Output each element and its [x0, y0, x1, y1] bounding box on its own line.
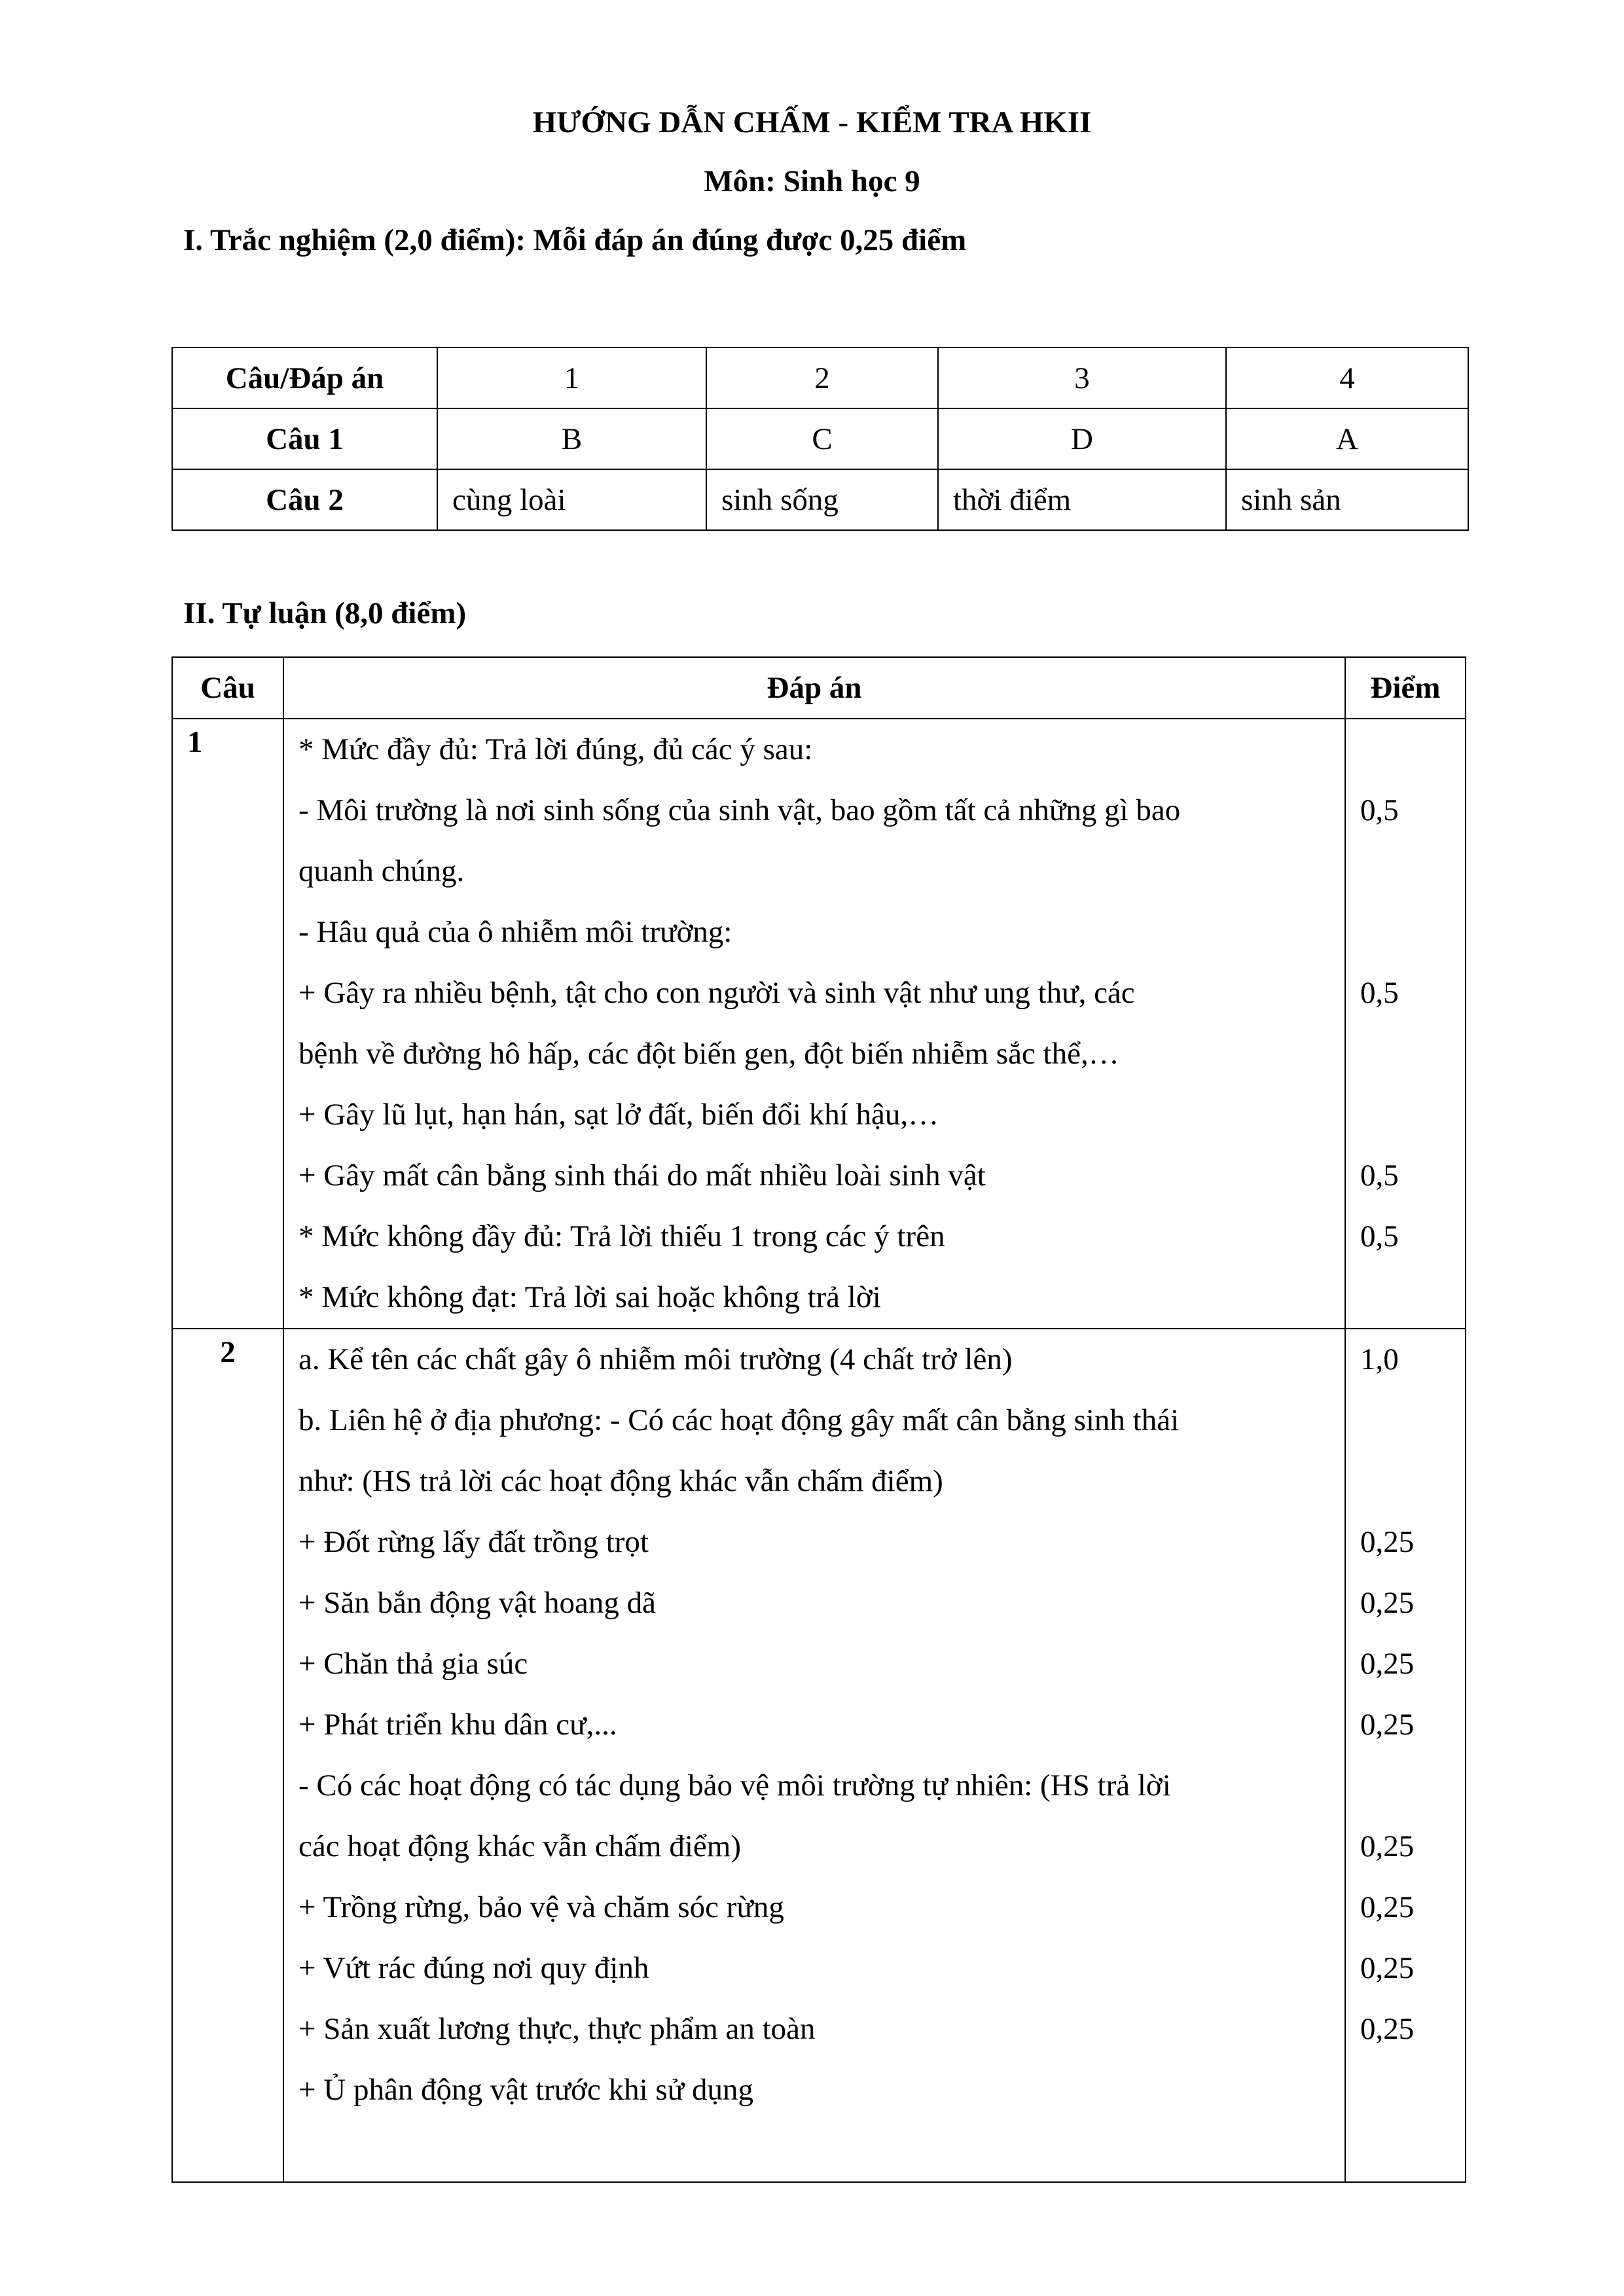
answer-line: + Gây lũ lụt, hạn hán, sạt lở đất, biến đổi khí hậu,… [298, 1098, 939, 1132]
section1-heading: I. Trắc nghiệm (2,0 điểm): Mỗi đáp án đúng được 0,25 điểm [183, 223, 967, 257]
score-value [1346, 1755, 1465, 1816]
answer-line: các hoạt động khác vẫn chấm điểm) [298, 1829, 741, 1863]
mc-answer-cell: cùng loài [437, 469, 706, 530]
essay-header-cell: Đáp án [283, 657, 1345, 719]
document-title: HƯỚNG DẪN CHẤM - KIỂM TRA HKII [532, 105, 1092, 139]
score-value [1346, 1267, 1465, 1328]
score-value: 0,25 [1360, 1586, 1415, 1620]
answer-line: - Có các hoạt động có tác dụng bảo vệ môi trường tự nhiên: (HS trả lời [298, 1768, 1171, 1803]
score-value: 0,5 [1360, 793, 1399, 827]
score-value [1346, 719, 1465, 780]
essay-row [172, 1329, 1466, 2182]
answer-line: a. Kể tên các chất gây ô nhiễm môi trường (4 chất trở lên) [298, 1342, 1013, 1376]
mc-row [172, 469, 1468, 530]
answer-line: + Sản xuất lương thực, thực phẩm an toàn [298, 2012, 816, 2046]
mc-answer-cell: thời điểm [938, 469, 1226, 530]
score-value [1346, 1024, 1465, 1085]
answer-line: + Trồng rừng, bảo vệ và chăm sóc rừng [298, 1890, 784, 1924]
score-value: 0,5 [1360, 1158, 1399, 1193]
mc-row [172, 408, 1468, 469]
essay-table [171, 656, 1466, 2183]
score-value: 0,25 [1360, 1525, 1415, 1559]
answer-line: + Ủ phân động vật trước khi sử dụng [298, 2073, 753, 2107]
mc-header-cell: Câu/Đáp án [172, 348, 437, 408]
mc-answer-cell: B [437, 408, 706, 469]
mc-row-label: Câu 1 [172, 408, 437, 469]
question-number: 1 [172, 719, 283, 1329]
answer-line: + Gây mất cân bằng sinh thái do mất nhiều loài sinh vật [298, 1158, 986, 1193]
score-value [1346, 1390, 1465, 1451]
section2-heading: II. Tự luận (8,0 điểm) [183, 596, 467, 630]
essay-header-row [172, 657, 1466, 719]
score-value [1346, 2060, 1465, 2121]
mc-answer-cell: D [938, 408, 1226, 469]
mc-answer-cell: C [706, 408, 938, 469]
answer-cell [283, 1329, 1345, 2182]
answer-line: + Gây ra nhiều bệnh, tật cho con người và sinh vật như ung thư, các [298, 976, 1135, 1010]
score-value [1346, 841, 1465, 902]
answer-line: - Hâu quả của ô nhiễm môi trường: [298, 915, 732, 949]
answer-line: + Chăn thả gia súc [298, 1647, 528, 1681]
multiple-choice-table [171, 347, 1469, 531]
answer-line: - Môi trường là nơi sinh sống của sinh vật, bao gồm tất cả những gì bao [298, 793, 1181, 827]
score-value: 0,25 [1360, 1890, 1415, 1924]
answer-line: quanh chúng. [298, 854, 465, 888]
answer-line: + Vứt rác đúng nơi quy định [298, 1951, 649, 1985]
answer-line: * Mức không đầy đủ: Trả lời thiếu 1 trong các ý trên [298, 1219, 945, 1253]
mc-header-cell: 1 [437, 348, 706, 408]
essay-header-cell: Điểm [1345, 657, 1466, 719]
score-value: 0,25 [1360, 1647, 1415, 1681]
answer-line [284, 2121, 1344, 2181]
score-value: 0,25 [1360, 1829, 1415, 1863]
score-value: 0,25 [1360, 1951, 1415, 1985]
mc-header-cell: 2 [706, 348, 938, 408]
question-number: 2 [172, 1329, 283, 2182]
mc-header-row [172, 348, 1468, 408]
answer-line: * Mức không đạt: Trả lời sai hoặc không trả lời [298, 1280, 881, 1314]
mc-answer-cell: A [1226, 408, 1468, 469]
score-value: 0,5 [1360, 1219, 1399, 1253]
score-value [1346, 902, 1465, 963]
mc-header-cell: 4 [1226, 348, 1468, 408]
answer-line: b. Liên hệ ở địa phương: - Có các hoạt động gây mất cân bằng sinh thái [298, 1403, 1180, 1437]
score-value [1346, 1085, 1465, 1145]
answer-line: + Săn bắn động vật hoang dã [298, 1586, 657, 1620]
score-value: 0,25 [1360, 2012, 1415, 2046]
score-value [1346, 1451, 1465, 1512]
answer-line: như: (HS trả lời các hoạt động khác vẫn chấm điểm) [298, 1464, 943, 1498]
answer-line: + Phát triển khu dân cư,... [298, 1708, 617, 1742]
essay-header-cell: Câu [172, 657, 283, 719]
score-cell [1345, 719, 1466, 1329]
mc-answer-cell: sinh sản [1226, 469, 1468, 530]
answer-line: bệnh về đường hô hấp, các đột biến gen, đột biến nhiễm sắc thể,… [298, 1037, 1119, 1071]
score-value [1346, 2121, 1465, 2181]
mc-row-label: Câu 2 [172, 469, 437, 530]
score-value: 1,0 [1360, 1342, 1399, 1376]
answer-line: * Mức đầy đủ: Trả lời đúng, đủ các ý sau: [298, 732, 813, 766]
subject-subtitle: Môn: Sinh học 9 [704, 164, 920, 198]
mc-answer-cell: sinh sống [706, 469, 938, 530]
score-cell [1345, 1329, 1466, 2182]
answer-cell [283, 719, 1345, 1329]
answer-line: + Đốt rừng lấy đất trồng trọt [298, 1525, 649, 1559]
mc-header-cell: 3 [938, 348, 1226, 408]
score-value: 0,25 [1360, 1708, 1415, 1742]
essay-row [172, 719, 1466, 1329]
score-value: 0,5 [1360, 976, 1399, 1010]
